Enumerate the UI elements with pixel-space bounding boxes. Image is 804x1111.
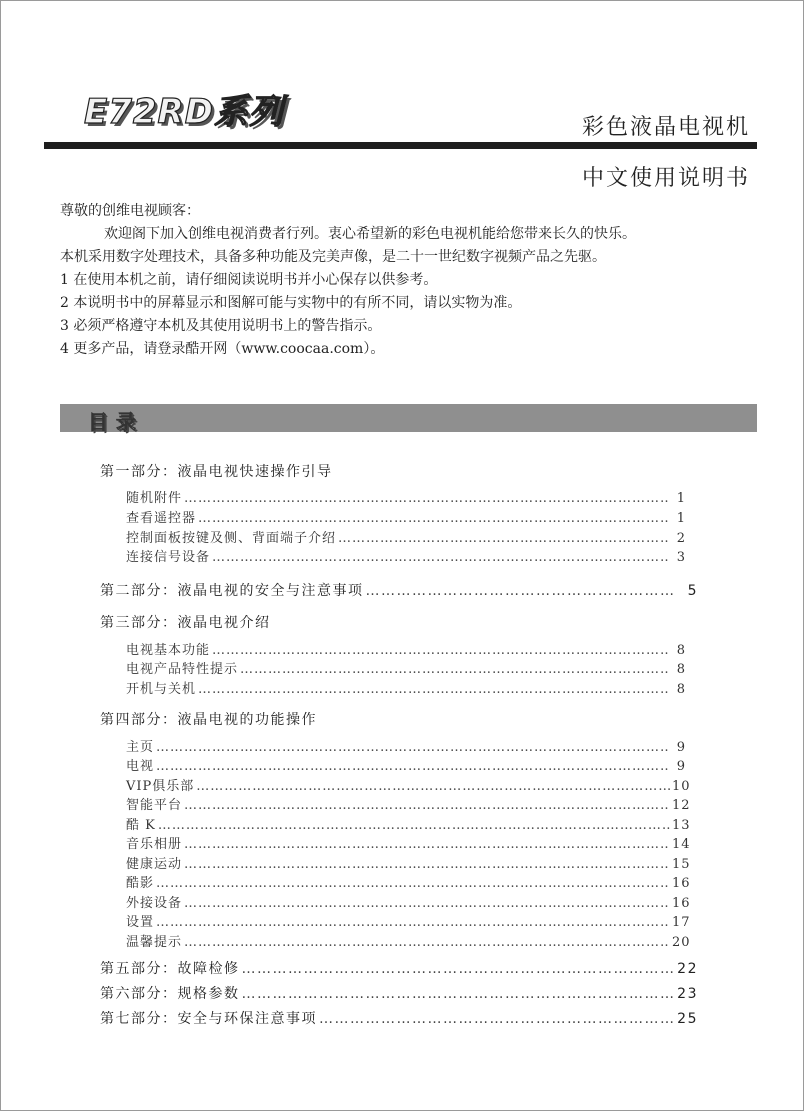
toc-item[interactable]: [126, 736, 686, 755]
leader-dots: [184, 491, 670, 506]
note-1: 1 在使用本机之前，请仔细阅读说明书并小心保存以供参考。: [60, 272, 438, 288]
toc-part-4[interactable]: [100, 709, 698, 729]
leader-dots: [198, 682, 670, 697]
toc-item-label: 电视产品特性提示: [126, 662, 239, 677]
toc-item-label: 设置: [126, 915, 155, 930]
toc-heading: 目录: [88, 410, 144, 434]
toc-item-label: 温馨提示: [126, 935, 183, 950]
toc-part-2[interactable]: [100, 580, 698, 600]
leader-dots: [184, 935, 670, 950]
leader-dots: [184, 837, 670, 852]
toc-item-page: 8: [676, 643, 686, 658]
greeting: 尊敬的创维电视顾客：: [60, 203, 200, 219]
toc-item-page: 13: [672, 818, 691, 833]
toc-item[interactable]: [126, 658, 686, 677]
toc-item[interactable]: [126, 892, 691, 911]
toc-item[interactable]: [126, 911, 691, 930]
leader-dots: [156, 915, 670, 930]
leader-dots: [184, 798, 670, 813]
toc-part-title: 第七部分：安全与环保注意事项: [100, 1011, 317, 1027]
toc-part-title: 第三部分：液晶电视介绍: [100, 615, 271, 631]
leader-dots: [242, 961, 675, 977]
leader-dots: [240, 662, 670, 677]
leader-dots: [158, 818, 670, 833]
toc-item-page: 1: [676, 511, 686, 526]
toc-item[interactable]: [126, 872, 691, 891]
leader-dots: [212, 643, 670, 658]
toc-item-label: 电视: [126, 759, 155, 774]
toc-part-5[interactable]: [100, 958, 698, 978]
note-4: 4 更多产品，请登录酷开网（www.coocaa.com）。: [60, 341, 385, 357]
toc-item-label: 外接设备: [126, 896, 183, 911]
toc-part-title: 第四部分：液晶电视的功能操作: [100, 712, 317, 728]
toc-item-label: 主页: [126, 740, 155, 755]
toc-item[interactable]: [126, 814, 691, 833]
toc-item[interactable]: [126, 546, 686, 565]
toc-part-page: 25: [677, 1011, 698, 1027]
toc-part-title: 第二部分：液晶电视的安全与注意事项: [100, 583, 364, 599]
toc-item-page: 12: [672, 798, 691, 813]
toc-item[interactable]: [126, 639, 686, 658]
toc-item[interactable]: [126, 487, 686, 506]
leader-dots: [198, 511, 670, 526]
leader-dots: [366, 583, 675, 599]
toc-item-page: 16: [672, 876, 691, 891]
toc-item-page: 8: [676, 662, 686, 677]
toc-item[interactable]: [126, 527, 686, 546]
toc-item-label: 控制面板按键及侧、背面端子介绍: [126, 531, 337, 546]
toc-item[interactable]: [126, 678, 686, 697]
product-type: 彩色液晶电视机: [581, 115, 750, 140]
manual-title: 中文使用说明书: [581, 166, 750, 191]
toc-item-page: 20: [672, 935, 691, 950]
model-series-title: E72RD系列: [84, 92, 284, 132]
note-3: 3 必须严格遵守本机及其使用说明书上的警告指示。: [60, 318, 382, 334]
toc-item-page: 3: [676, 550, 686, 565]
toc-item[interactable]: [126, 794, 691, 813]
leader-dots: [242, 986, 675, 1002]
toc-item[interactable]: [126, 507, 686, 526]
leader-dots: [156, 876, 670, 891]
toc-part-title: 第六部分：规格参数: [100, 986, 240, 1002]
toc-item[interactable]: [126, 833, 691, 852]
leader-dots: [156, 759, 670, 774]
toc-item-page: 15: [672, 857, 691, 872]
toc-part-title: 第一部分：液晶电视快速操作引导: [100, 464, 333, 480]
toc-item[interactable]: [126, 853, 691, 872]
toc-part-title: 第五部分：故障检修: [100, 961, 240, 977]
toc-item-label: 酷影: [126, 876, 155, 891]
leader-dots: [319, 1011, 674, 1027]
toc-heading-bar: [60, 404, 757, 432]
toc-item-page: 14: [672, 837, 691, 852]
toc-item-page: 10: [672, 779, 691, 794]
toc-item-page: 9: [676, 740, 686, 755]
note-2: 2 本说明书中的屏幕显示和图解可能与实物中的有所不同，请以实物为准。: [60, 295, 522, 311]
toc-item[interactable]: [126, 775, 691, 794]
toc-part-page: 22: [677, 961, 698, 977]
leader-dots: [338, 531, 670, 546]
toc-item-label: 开机与关机: [126, 682, 197, 697]
toc-item-label: 音乐相册: [126, 837, 183, 852]
toc-item-label: 随机附件: [126, 491, 183, 506]
toc-item-label: 酷 K: [126, 818, 156, 833]
leader-dots: [184, 857, 670, 872]
toc-part-3[interactable]: [100, 612, 698, 632]
toc-item-label: 智能平台: [126, 798, 183, 813]
toc-item[interactable]: [126, 931, 691, 950]
leader-dots: [184, 896, 670, 911]
toc-part-page: 23: [677, 986, 698, 1002]
toc-item-page: 17: [672, 915, 691, 930]
toc-item-page: 16: [672, 896, 691, 911]
toc-item-page: 1: [676, 491, 686, 506]
toc-item-label: 电视基本功能: [126, 643, 211, 658]
leader-dots: [156, 740, 670, 755]
toc-item-page: 2: [676, 531, 686, 546]
toc-item[interactable]: [126, 755, 686, 774]
toc-item-label: 连接信号设备: [126, 550, 211, 565]
welcome-text: 欢迎阁下加入创维电视消费者行列。衷心希望新的彩色电视机能给您带来长久的快乐。: [104, 226, 636, 242]
toc-part-1[interactable]: [100, 461, 698, 481]
toc-item-label: 健康运动: [126, 857, 183, 872]
header-divider: [44, 142, 757, 149]
leader-dots: [212, 550, 670, 565]
toc-item-label: VIP俱乐部: [126, 779, 195, 794]
intro-section: [60, 200, 770, 361]
tech-text: 本机采用数字处理技术，具备多种功能及完美声像，是二十一世纪数字视频产品之先驱。: [60, 249, 606, 265]
toc-part-6[interactable]: [100, 983, 698, 1003]
toc-item-page: 8: [676, 682, 686, 697]
toc-item-label: 查看遥控器: [126, 511, 197, 526]
toc-part-page: 5: [687, 583, 698, 599]
toc-item-page: 9: [676, 759, 686, 774]
leader-dots: [196, 779, 670, 794]
toc-part-7[interactable]: [100, 1008, 698, 1028]
